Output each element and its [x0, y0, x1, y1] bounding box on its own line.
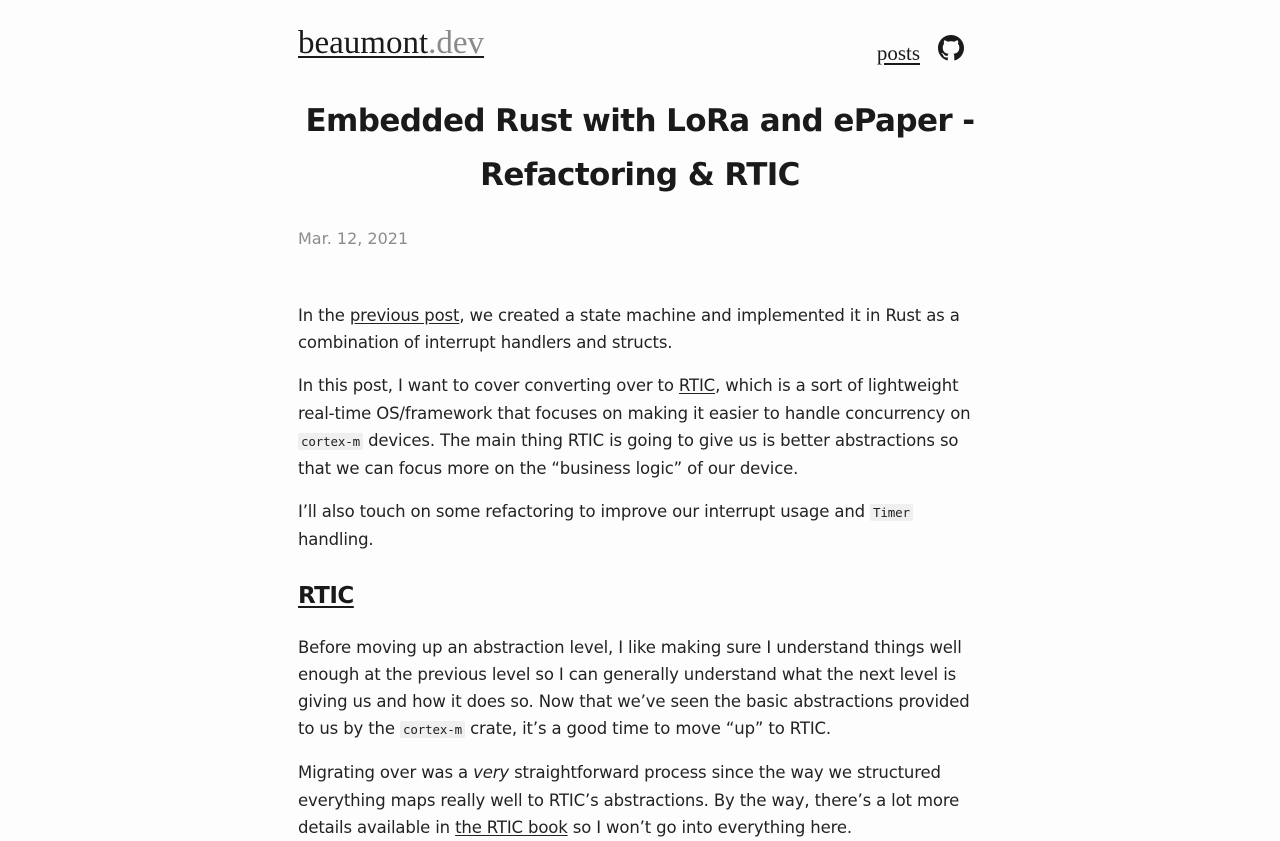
text: , we created a state machine and implemented it in Rust as a combination of interrupt handlers and structs. — [298, 306, 960, 353]
paragraph-refactoring — [298, 498, 982, 553]
text: handling. — [298, 530, 374, 550]
post-title-line1: Embedded Rust with LoRa and ePaper - — [305, 103, 975, 139]
post-body — [298, 302, 982, 841]
text: , which is a sort of lightweight real-time OS/framework that focuses on making it easier to handle concurrency on — [298, 376, 971, 423]
paragraph-abstraction — [298, 634, 982, 744]
page — [298, 0, 982, 841]
rtic-book-link[interactable]: the RTIC book — [455, 817, 568, 837]
text: devices. The main thing RTIC is going to give us is better abstractions so that we can focus more on the “business logic” of our device. — [298, 430, 959, 479]
paragraph-migrating — [298, 759, 982, 841]
site-header — [298, 0, 982, 80]
inline-code-cortex-m: cortex-m — [400, 721, 465, 738]
previous-post-link[interactable]: previous post — [349, 306, 460, 325]
text: straightforward process since the way we structured everything maps really well to RTIC’s abstractions. By the way, there’s a lot more details available in — [298, 763, 960, 837]
text: In the — [298, 306, 350, 325]
text: Migrating over was a — [298, 763, 474, 783]
text: so I won’t go into everything here. — [567, 817, 852, 837]
main-nav — [877, 34, 964, 66]
emphasis: very — [473, 763, 509, 783]
inline-code-cortex-m: cortex-m — [298, 433, 363, 450]
nav-posts-link[interactable]: posts — [876, 41, 920, 65]
rtic-link[interactable]: RTIC — [678, 376, 716, 396]
github-link[interactable] — [938, 35, 964, 65]
post-title — [298, 94, 982, 202]
text: crate, it’s a good time to move “up” to RTIC. — [464, 719, 832, 739]
post-title-line2: Refactoring & RTIC — [480, 157, 800, 193]
inline-code-timer: Timer — [870, 504, 913, 521]
text: I’ll also touch on some refactoring to improve our interrupt usage and — [298, 502, 871, 522]
text: Before moving up an abstraction level, I like making sure I understand things well enough at the previous level so I can generally understand what the next level is giving us and how it does so. Now that we’ve seen the basic abstractions provided to us by the — [298, 637, 970, 739]
brand-name: beaumont — [298, 25, 429, 61]
brand-tld: .dev — [428, 25, 485, 61]
paragraph-intro — [298, 302, 982, 356]
post-date: Mar. 12, 2021 — [298, 229, 409, 248]
text: In this post, I want to cover converting over to — [298, 376, 679, 396]
github-icon — [938, 35, 964, 61]
site-logo-link[interactable] — [298, 23, 484, 63]
section-heading-rtic[interactable]: RTIC — [298, 582, 354, 609]
paragraph-rtic-overview — [298, 372, 982, 482]
